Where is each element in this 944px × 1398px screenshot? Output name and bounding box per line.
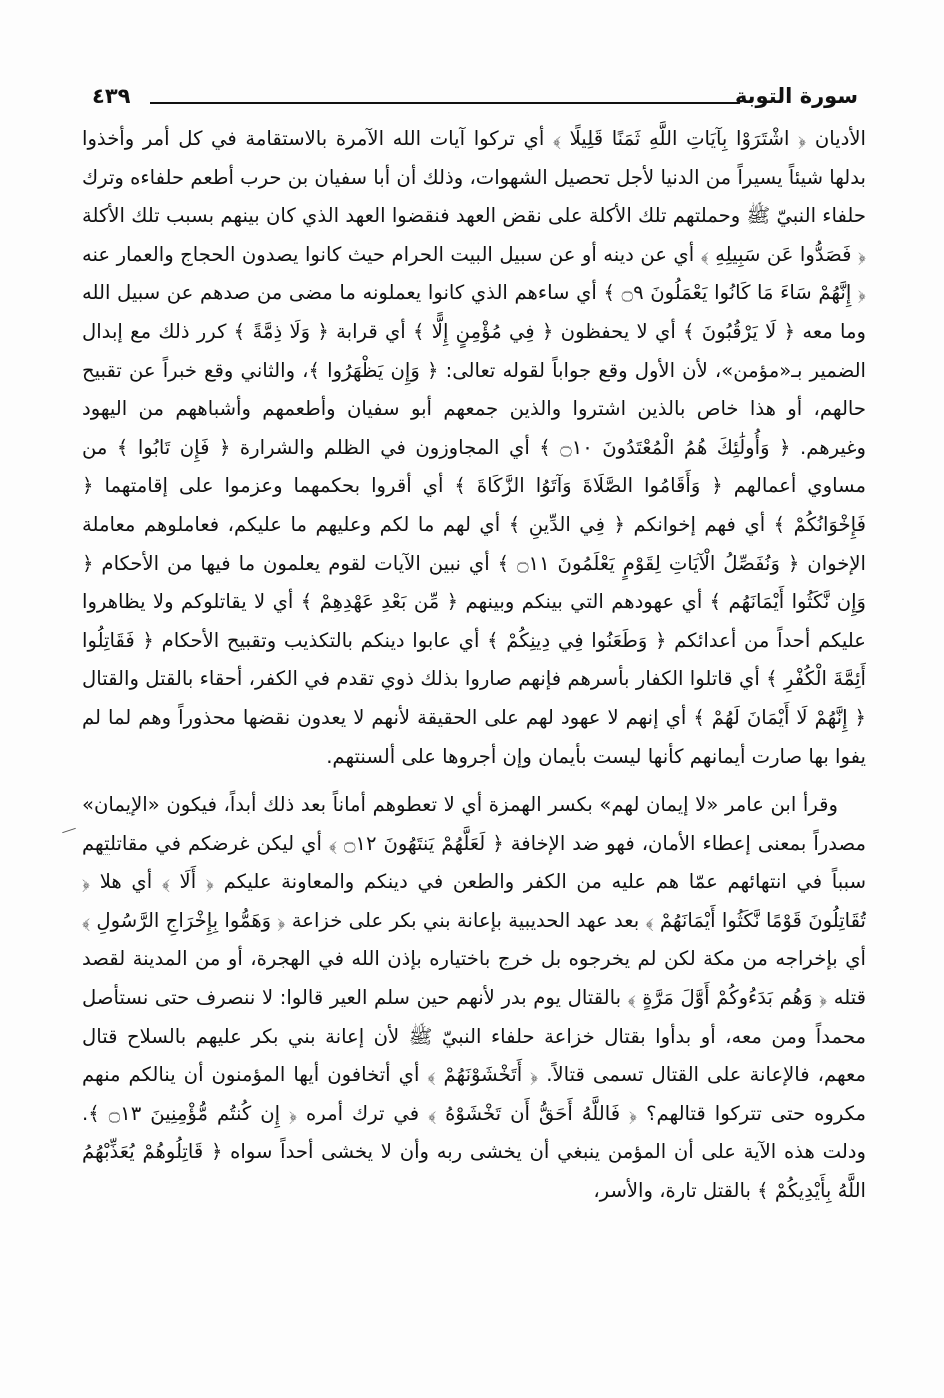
text-line: أَن تَخْشَوْهُ ﴾ في ترك أمره ﴿ إِن كُنتُم مُّؤْمِنِينَ ۝١٣ ﴾. ودلت هذه الآية على أن المؤمن ينبغي أن	[82, 1101, 866, 1164]
text-line: الهجرة، أو من المدينة لقصد قتله ﴿ وَهُم بَدَءُوكُمْ أَوَّلَ مَرَّةٍ ﴾ بالقتال يوم بدر لأنهم حين	[82, 947, 866, 1010]
text-line: من صدهم عن سبيل الله وما معه ﴿ لَا يَرْقُبُونَ ﴾ أي لا يحفظون ﴿ فِي مُؤْمِنٍ إِلًّا ﴾ أي قرابة ﴿ وَلَا	[82, 281, 866, 343]
text-line: تلك الأكلة ﴿ فَصَدُّوا عَن سَبِيلِهِ ﴾ أي عن دينه أو عن سبيل البيت الحرام حيث كانوا يصدون	[82, 204, 866, 266]
text-line: «الإيمان» مصدراً بمعنى إعطاء الأمان، فهو ضد الإخافة ﴿ لَعَلَّهُمْ يَنتَهُونَ ۝١٢ ﴾ أي ليكن	[82, 793, 866, 855]
margin-marks	[40, 820, 90, 860]
page-number: ٤٣٩	[92, 84, 131, 108]
text-line: سفيان وأطعمهم وأشباههم من اليهود وغيرهم. ﴿ وَأُولَٰئِكَ هُمُ الْمُعْتَدُونَ ۝١٠ ﴾ أي	[82, 397, 866, 459]
text-line: إنهم لا عهود لهم على الحقيقة لأنهم لا يعدون نقضها محذوراً وهم لما لم يفوا بها صارت أيمانهم	[82, 705, 866, 768]
text-line: يَظْهَرُوا ﴾، والثاني وقع خبراً عن تقبيح حالهم، أو هذا خاص بالذين اشتروا والذين جمعهم أبو	[82, 358, 866, 421]
text-line: النبيّ ﷺ لأن إعانة بني بكر عليهم بالسلاح قتال معهم، فالإعانة على القتال تسمى قتالاً.	[82, 1024, 866, 1087]
text-line: ﴿ وَهَمُّوا بِإِخْرَاجِ الرَّسُولِ ﴾ أي بإخراجه من مكة لكن لم يخرجوه بل خرج باختياره بإذن الله في	[82, 908, 866, 971]
text-line: يخشى ربه وأن لا يخشى أحداً سواه ﴿ قَاتِلُوهُمْ يُعَذِّبْهُمُ اللَّهُ بِأَيْدِيكُمْ ﴾ بالقتل تارة، والأسر،	[82, 1140, 866, 1203]
text-line: وقرأ ابن عامر «لا إيمان لهم» بكسر الهمزة أي لا تعطوهم أماناً بعد ذلك أبداً، فيكون	[166, 793, 838, 817]
text-line: دِينِكُمْ ﴾ أي عابوا دينكم بالتكذيب وتقبيح الأحكام ﴿ فَقَاتِلُوا أَئِمَّةَ الْكُفْرِ ﴾ أي قاتلوا الكفار	[82, 628, 866, 691]
text-line: ﴿ أَلَا ﴾ أي هلا ﴿ تُقَاتِلُونَ قَوْمًا نَّكَثُوا أَيْمَانَهُمْ ﴾ بعد عهد الحديبية بإعانة بني بكر على خزاعة	[82, 870, 866, 932]
margin-dash	[62, 828, 76, 833]
text-line: الزَّكَاةَ ﴾ أي أقروا بحكمهما وعزموا على إقامتهما ﴿ فَإِخْوَانُكُمْ ﴾ أي فهم إخوانكم ﴿ فِي الدِّينِ ﴾	[82, 474, 866, 536]
margin-dots	[98, 854, 110, 855]
running-header	[92, 82, 858, 116]
text-line: أي لهم ما لكم وعليهم ما عليكم، فعاملوهم معاملة الإخوان ﴿ وَنُفَصِّلُ الْآيَاتِ لِقَوْمٍ يَعْلَمُونَ ۝١١ ﴾	[82, 512, 866, 575]
text-line: سلم العير قالوا: لا ننصرف حتى نستأصل محمداً ومن معه، أو بدأوا بقتال خزاعة حلفاء	[82, 986, 866, 1048]
commentary-text	[82, 120, 866, 1390]
text-line: ذِمَّةً ﴾ كرر ذلك مع إبدال الضمير بـ«مؤمن»، لأن الأول وقع جواباً لقوله تعالى: ﴿ وَإِن	[82, 319, 866, 382]
paragraph-1	[82, 120, 866, 776]
header-rule	[150, 102, 740, 104]
text-line: بدلها شيئاً يسيراً من الدنيا لأجل تحصيل الشهوات، وذلك أن أبا سفيان بن حرب أطعم حلفاءه	[130, 165, 866, 189]
text-line: وبينهم ﴿ مِّن بَعْدِ عَهْدِهِمْ ﴾ أي لا يقاتلوكم ولا يظاهروا عليكم أحداً من أعدائكم ﴿ وَطَعَنُوا فِي	[82, 590, 866, 652]
text-line: كأنها ليست بأيمان وإن أجروها على ألسنتهم.	[326, 744, 684, 768]
text-line: ﴿ أَتَخْشَوْنَهُمْ ﴾ أي أتخافون أيها المؤمنون أن ينالكم منهم مكروه حتى تتركوا قتالهم؟ ﴿ فَاللَّهُ أَحَقُّ	[82, 1063, 866, 1125]
text-line: أي نبين الآيات لقوم يعلمون ما فيها من الأحكام ﴿ وَإِن نَّكَثُوا أَيْمَانَهُم ﴾ أي عهودهم التي بينكم	[82, 551, 866, 614]
text-line: غرضكم في مقاتلتهم سبباً في انتهائهم عمّا هم عليه من الكفر والطعن في دينكم والمعاونة عليكم	[82, 831, 866, 894]
text-line: الحجاج والعمار عنه ﴿ إِنَّهُمْ سَاءَ مَا كَانُوا يَعْمَلُونَ ۝٩ ﴾ أي ساءهم الذي كانوا يعملونه ما مضى	[82, 242, 866, 305]
paragraph-2	[82, 786, 866, 1211]
text-line: بأسرهم فإنهم صاروا بذلك ذوي تقدم في الكفر، أحقاء بالقتل والقتال ﴿ إِنَّهُمْ لَا أَيْمَانَ لَهُمْ ﴾ أي	[82, 667, 866, 729]
text-line: وترك حلفاء النبيّ ﷺ وحملتهم تلك الأكلة على نقض العهد فنقضوا العهد الذي كان بينهم بسبب	[82, 165, 866, 228]
text-line: المجاوزون في الظلم والشرارة ﴿ فَإِن تَابُوا ﴾ من مساوي أعمالهم ﴿ وَأَقَامُوا الصَّلَاةَ وَآتَوُا	[82, 435, 866, 498]
surah-title: سورة التوبة	[734, 84, 858, 108]
text-line: الأديان ﴿ اشْتَرَوْا بِآيَاتِ اللَّهِ ثَمَنًا قَلِيلًا ﴾ أي تركوا آيات الله الآمرة بالاستقامة في كل أمر وأخذوا	[82, 127, 866, 150]
